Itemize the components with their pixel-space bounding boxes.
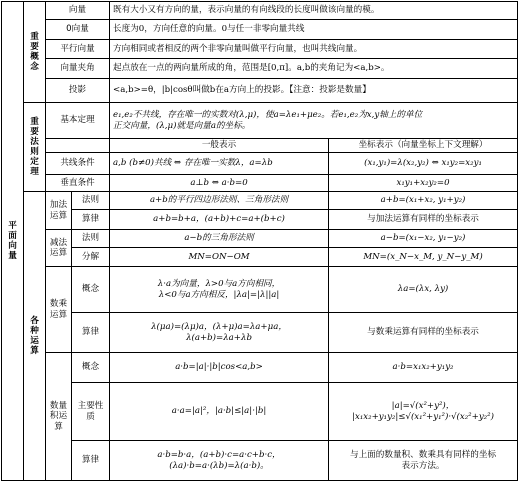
- theorem-term: 基本定理: [46, 103, 110, 139]
- perpendicular-general: a⊥b ⇔ a·b=0: [110, 175, 329, 192]
- subtraction-decomp-term: 分解: [72, 248, 110, 267]
- collinear-coord: (x₁,y₁)=λ(x₂,y₂) ⇔ x₁y₂=x₂y₁: [329, 153, 518, 175]
- section-operations-label: 各种运算: [24, 192, 46, 481]
- subtraction-rule-term: 法则: [72, 230, 110, 248]
- concept-term: 向量夹角: [46, 59, 110, 79]
- scalar-concept-term: 概念: [72, 267, 110, 313]
- dot-concept-coord: a·b=x₁x₂+y₁y₂: [329, 353, 518, 383]
- section-theorems-label: 重要法则定理: [24, 103, 46, 192]
- dot-law-coord-line-1: 与上面的数量积、数乘具有同样的坐标: [349, 450, 497, 461]
- perpendicular-coord: x₁y₁+x₂y₂=0: [329, 175, 518, 192]
- concept-desc: <a,b>=θ，|b|cosθ叫做b在a方向上的投影。【注意：投影是数量】: [110, 79, 518, 103]
- dot-properties-general: a·a=|a|²，|a·b|≤|a|·|b|: [110, 383, 329, 441]
- concept-desc: 既有大小又有方向的量，表示向量的有向线段的长度叫做该向量的模。: [110, 2, 518, 20]
- addition-group-label: 加法运算: [46, 192, 72, 230]
- dot-law-general: [110, 441, 329, 481]
- addition-rule-row: [2, 192, 518, 210]
- header-coordinate: 坐标表示（向量坐标上下文理解）: [329, 139, 518, 153]
- concept-row-vector: [2, 2, 518, 20]
- scalar-law-line-2: λ(a+b)=λa+λb: [186, 332, 252, 343]
- concept-term: 投影: [46, 79, 110, 103]
- concept-desc: 长度为0，方向任意的向量。0与任一非零向量共线: [110, 20, 518, 40]
- addition-law-coord: 与加法运算有同样的坐标表示: [329, 210, 518, 230]
- theorem-line-2: 正交向量，(λ,μ)就是向量a的坐标。: [113, 120, 251, 131]
- theorem-line-1: e₁,e₂不共线，存在唯一的实数对(λ,μ)，使a=λe₁+μe₂。若e₁,e₂为x,y轴上的单位: [113, 110, 423, 121]
- scalar-concept-line-2: λ<0与a方向相反，|λa|=|λ||a|: [158, 289, 280, 300]
- subtraction-rule-general: a−b的三角形法则: [110, 230, 329, 248]
- addition-law-row: [2, 210, 518, 230]
- dot-properties-line-2: |x₁x₂+y₁y₂|≤√(x₁²+y₁²)·√(x₂²+y₂²): [352, 411, 494, 422]
- perpendicular-row: [2, 175, 518, 192]
- dot-law-line-1: a·b=b·a，(a+b)·c=a·c+b·c，: [157, 450, 281, 461]
- addition-rule-term: 法则: [72, 192, 110, 210]
- addition-rule-coord: a+b=(x₁+x₂, y₁+y₂): [329, 192, 518, 210]
- scalar-concept-coord: λa=(λx, λy): [329, 267, 518, 313]
- dot-properties-coord: [329, 383, 518, 441]
- concept-term: 平行向量: [46, 40, 110, 59]
- scalar-law-row: [2, 313, 518, 353]
- scalar-concept-line-1: λ·a为向量，λ>0与a方向相同，: [157, 279, 281, 290]
- concept-row-parallel: [2, 40, 518, 59]
- concept-row-angle: [2, 59, 518, 79]
- vector-summary-table: [1, 1, 518, 481]
- collinear-row: [2, 153, 518, 175]
- subtraction-decomp-coord: MN=(x_N−x_M, y_N−y_M): [329, 248, 518, 267]
- concept-term: 0向量: [46, 20, 110, 40]
- dot-law-coord: [329, 441, 518, 481]
- dot-properties-row: [2, 383, 518, 441]
- scalar-law-coord: 与数乘运算有同样的坐标表示: [329, 313, 518, 353]
- header-general: 一般表示: [110, 139, 329, 153]
- scalar-law-line-1: λ(μa)=(λμ)a，(λ+μ)a=λa+μa，: [151, 322, 287, 333]
- addition-law-term: 算律: [72, 210, 110, 230]
- dot-properties-term: 主要性质: [72, 383, 110, 441]
- header-row: [2, 139, 518, 153]
- dot-concept-term: 概念: [72, 353, 110, 383]
- subtraction-rule-coord: a−b=(x₁−x₂, y₁−y₂): [329, 230, 518, 248]
- collinear-general: a,b (b≠0)共线 ⇔ 存在唯一实数λ，a=λb: [110, 153, 329, 175]
- dot-law-term: 算律: [72, 441, 110, 481]
- scalar-concept-general: [110, 267, 329, 313]
- scalar-concept-row: [2, 267, 518, 313]
- dot-law-line-2: (λa)·b=a·(λb)=λ(a·b)。: [169, 460, 269, 471]
- addition-rule-general: a+b的平行四边形法则、三角形法则: [110, 192, 329, 210]
- subtraction-rule-row: [2, 230, 518, 248]
- dot-properties-line-1: |a|=√(x²+y²)，: [391, 401, 455, 412]
- scalar-law-general: [110, 313, 329, 353]
- addition-law-general: a+b=b+a，(a+b)+c=a+(b+c): [110, 210, 329, 230]
- scalar-law-term: 算律: [72, 313, 110, 353]
- concept-row-zero-vector: [2, 20, 518, 40]
- subtraction-group-label: 减法运算: [46, 230, 72, 267]
- concept-desc: 起点放在一点的两向量所成的角，范围是[0,π]。a,b的夹角记为<a,b>。: [110, 59, 518, 79]
- perpendicular-term: 垂直条件: [46, 175, 110, 192]
- concept-desc: 方向相同或者相反的两个非零向量叫做平行向量，也叫共线向量。: [110, 40, 518, 59]
- theorem-desc: [110, 103, 518, 139]
- subtraction-decomp-general: MN=ON−OM: [110, 248, 329, 267]
- concept-term: 向量: [46, 2, 110, 20]
- dot-concept-row: [2, 353, 518, 383]
- dot-group-label: 数量积运算: [46, 353, 72, 481]
- collinear-term: 共线条件: [46, 153, 110, 175]
- section-main-label: 平面向量: [2, 2, 24, 481]
- dot-law-coord-line-2: 表示方法。: [401, 460, 445, 471]
- scalar-group-label: 数乘运算: [46, 267, 72, 353]
- concept-row-projection: [2, 79, 518, 103]
- theorem-row-basic: [2, 103, 518, 139]
- header-blank: [46, 139, 110, 153]
- subtraction-decomp-row: [2, 248, 518, 267]
- section-concepts-label: 重要概念: [24, 2, 46, 103]
- dot-concept-general: a·b=|a|·|b|cos<a,b>: [110, 353, 329, 383]
- dot-law-row: [2, 441, 518, 481]
